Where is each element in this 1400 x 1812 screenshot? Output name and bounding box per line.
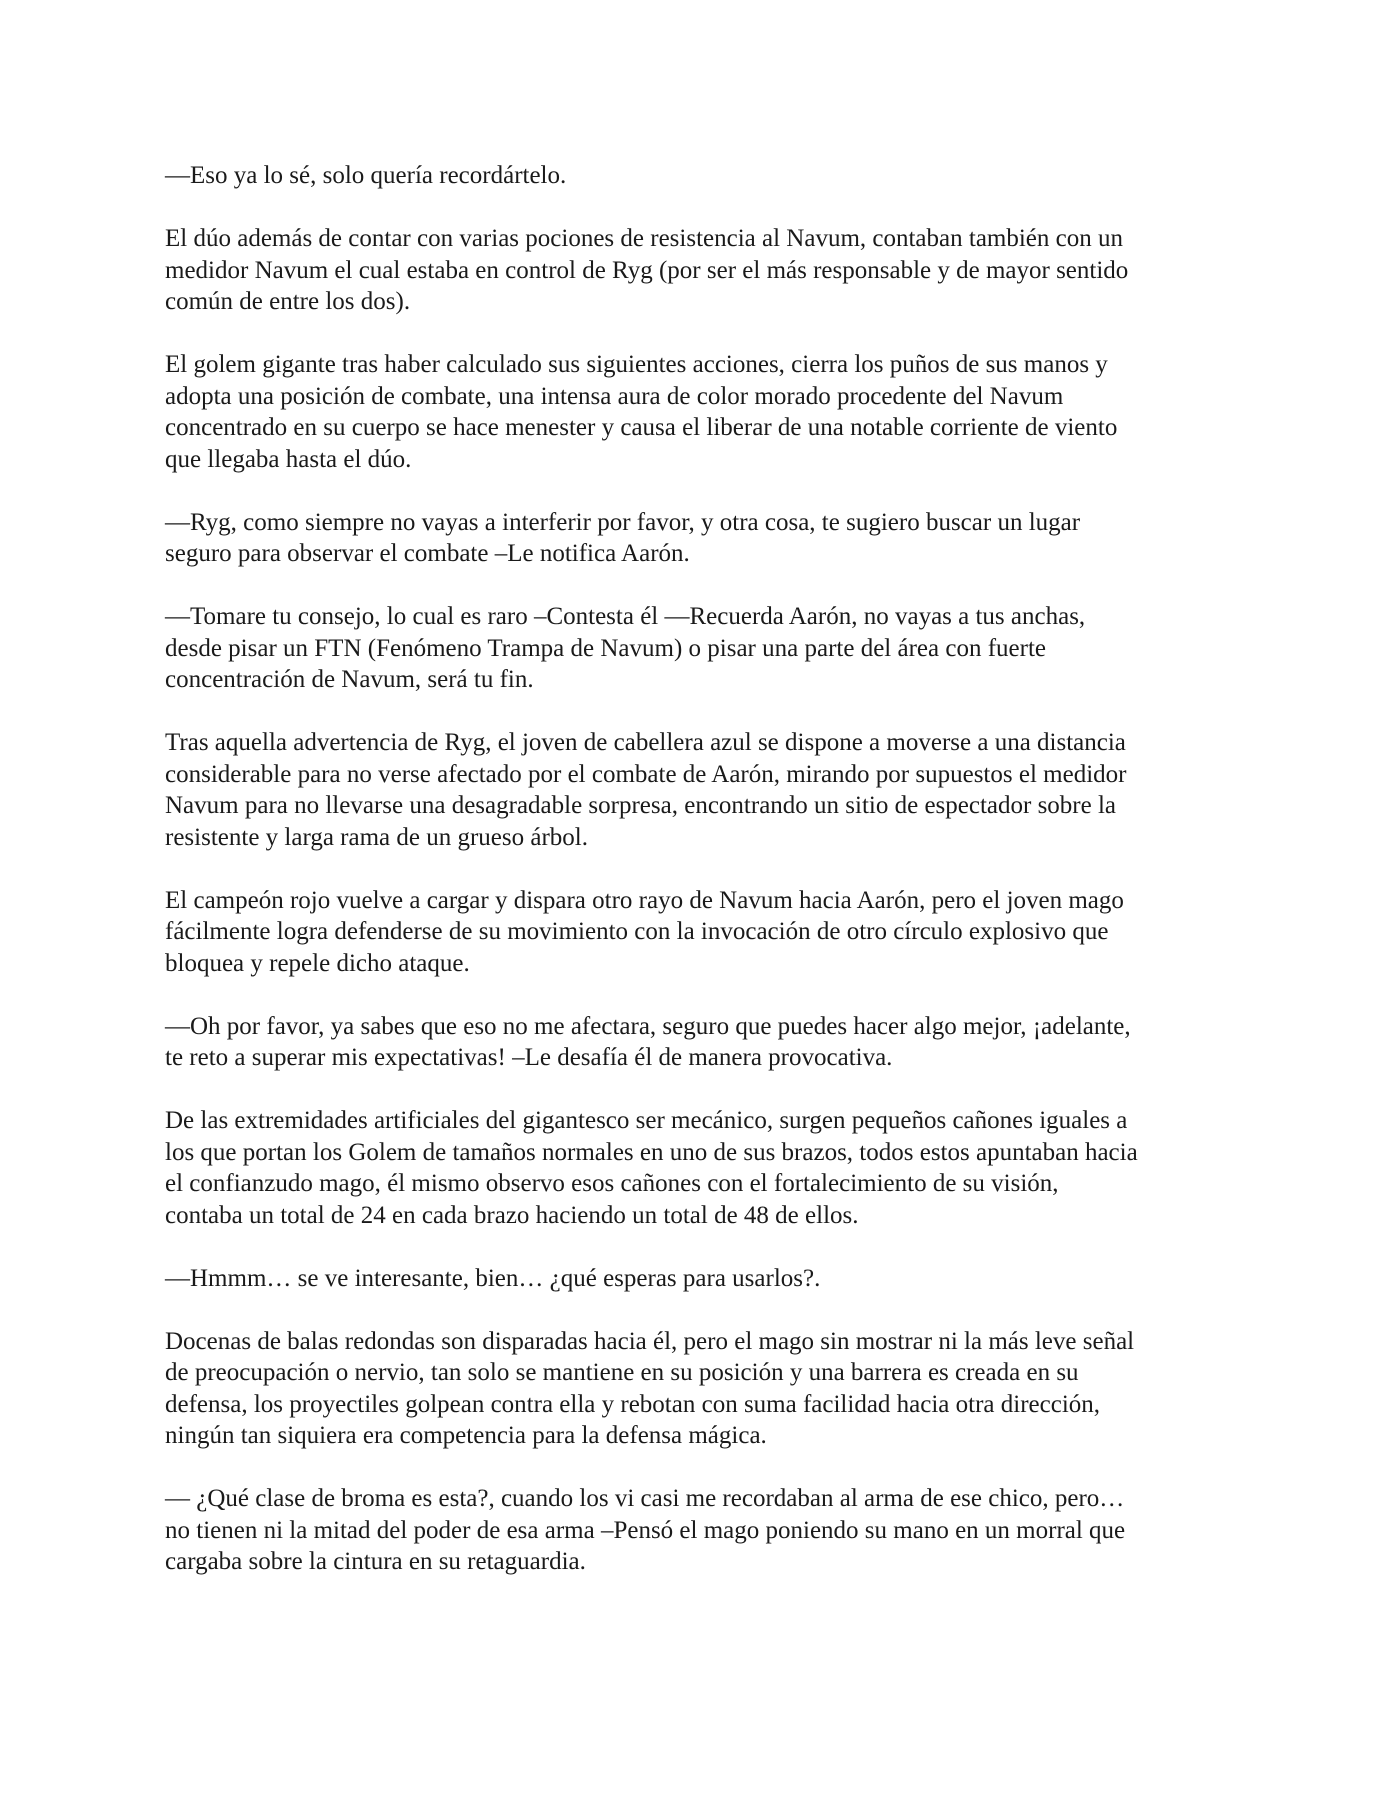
document-body [165,160,1245,1609]
paragraph-7: El campeón rojo vuelve a cargar y dispara otro rayo de Navum hacia Aarón, pero el joven mago fácilmente logra defenderse de su movimiento con la invocación de otro círculo explosivo que bloquea y repele dicho ataque. [165,886,1124,977]
paragraph-6: Tras aquella advertencia de Ryg, el joven de cabellera azul se dispone a moverse a una distancia considerable para no verse afectado por el combate de Aarón, mirando por supuestos el medidor Navum para no llevarse una desagradable sorpresa, encontrando un sitio de espectador sobre la resistente y larga rama de un grueso árbol. [165,729,1127,851]
paragraph-2: El dúo además de contar con varias pociones de resistencia al Navum, contaban también con un medidor Navum el cual estaba en control de Ryg (por ser el más responsable y de mayor sentido común de entre los dos). [165,225,1129,315]
paragraph-1: —Eso ya lo sé, solo quería recordártelo. [165,162,567,189]
paragraph-12: — ¿Qué clase de broma es esta?, cuando los vi casi me recordaban al arma de ese chico, pero… no tienen ni la mitad del poder de esa arma –Pensó el mago poniendo su mano en un morral que cargaba sobre la cintura en su retaguardia. [165,1485,1126,1575]
paragraph-10: —Hmmm… se ve interesante, bien… ¿qué esperas para usarlos?. [165,1264,821,1292]
paragraph-5: —Tomare tu consejo, lo cual es raro –Contesta él —Recuerda Aarón, no vayas a tus anchas, desde pisar un FTN (Fenómeno Trampa de Navum) o pisar una parte del área con fuerte concentración de Navum, será tu fin. [165,603,1086,693]
paragraph-9: De las extremidades artificiales del gigantesco ser mecánico, surgen pequeños cañones iguales a los que portan los Golem de tamaños normales en uno de sus brazos, todos estos apuntaban hacia el confianzudo mago, él mismo observo esos cañones con el fortalecimiento de su visión, contaba un total de 24 en cada brazo haciendo un total de 48 de ellos. [165,1107,1138,1229]
paragraph-8: —Oh por favor, ya sabes que eso no me afectara, seguro que puedes hacer algo mejor, ¡adelante, te reto a superar mis expectativas! –Le desafía él de manera provocativa. [165,1012,1131,1071]
paragraph-4: —Ryg, como siempre no vayas a interferir por favor, y otra cosa, te sugiero buscar un lugar seguro para observar el combate –Le notifica Aarón. [165,508,1081,567]
paragraph-11: Docenas de balas redondas son disparadas hacia él, pero el mago sin mostrar ni la más leve señal de preocupación o nervio, tan solo se mantiene en su posición y una barrera es creada en su defensa, los proyectiles golpean contra ella y rebotan con suma facilidad hacia otra dirección, ningún tan siquiera era competencia para la defensa mágica. [165,1327,1135,1449]
paragraph-3: El golem gigante tras haber calculado sus siguientes acciones, cierra los puños de sus manos y adopta una posición de combate, una intensa aura de color morado procedente del Navum concentrado en su cuerpo se hace menester y causa el liberar de una notable corriente de viento que llegaba hasta el dúo. [165,351,1118,473]
